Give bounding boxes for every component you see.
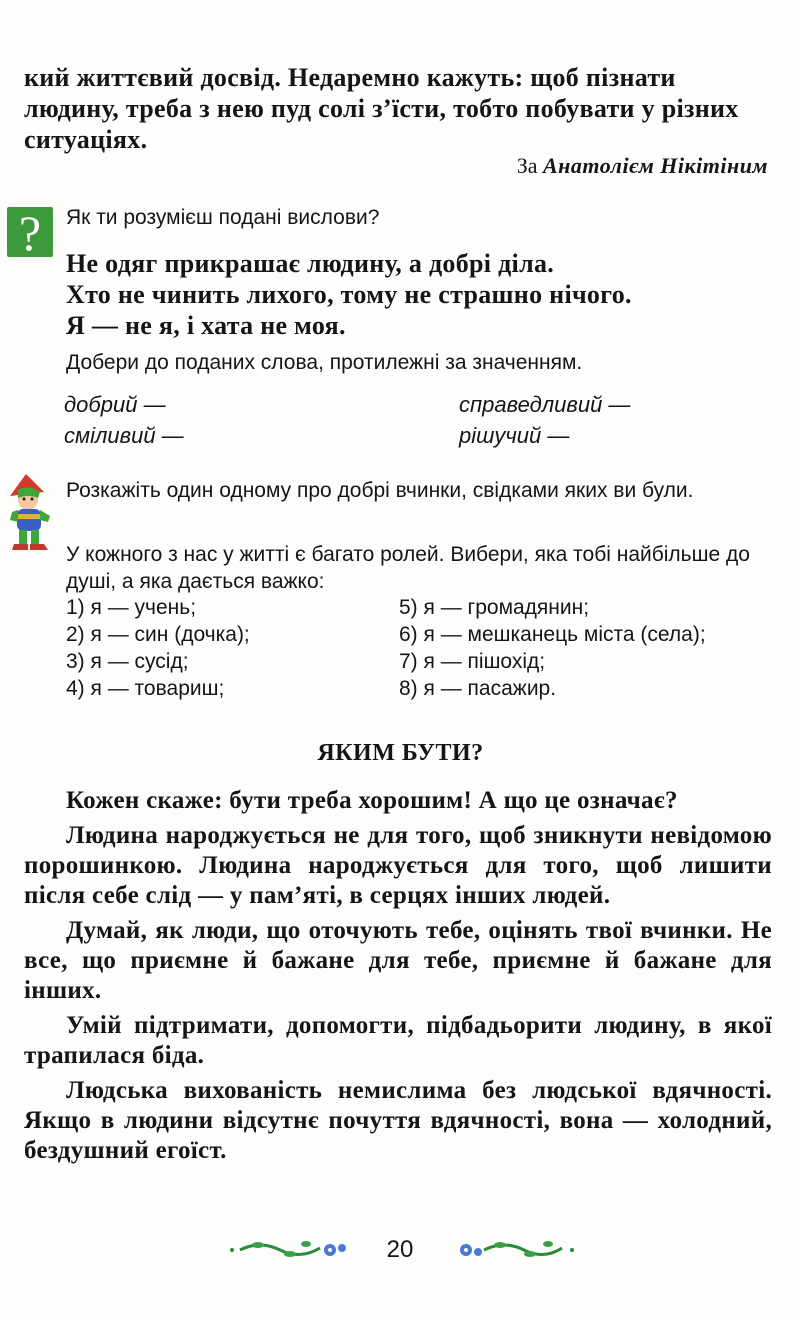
intro-paragraph [24, 62, 772, 155]
opposite-word: сміливий — [64, 423, 184, 448]
opposites-heading: Добери до поданих слова, протилежні за значенням. [66, 351, 583, 374]
saying: Не одяг прикрашає людину, а добрі діла. [66, 249, 555, 278]
saying: Хто не чинить лихого, тому не страшно нічого. [66, 280, 632, 309]
intro-text-end: , тобто побувати у різних ситуаціях. [24, 94, 739, 154]
body-paragraph: Умій підтримати, допомогти, підбадьорити людину, в якої трапилася біда. [24, 1012, 772, 1069]
role-item: 7) я — пішохід; [399, 650, 546, 673]
body-paragraph: Людина народжується не для того, щоб зникнути невідомою порошинкою. Людина народжується для того, щоб лишити після себе слід — у пам’яті, в серцях інших людей. [24, 822, 772, 909]
role-item: 1) я — учень; [66, 596, 197, 619]
body-text [24, 786, 772, 1171]
body-paragraph: Людська вихованість немислима без людської вдячності. Якщо в людини відсутнє почуття вдячності, вона — холодний, бездушний егоїст. [24, 1077, 772, 1164]
role-item: 4) я — товариш; [66, 677, 225, 700]
question-mark-icon: ? [7, 207, 53, 257]
gnome-character-icon [4, 470, 64, 556]
sayings-list [66, 248, 632, 341]
role-item: 8) я — пасажир. [399, 677, 557, 700]
role-item: 2) я — син (дочка); [66, 623, 250, 646]
role-item: 6) я — мешканець міста (села); [399, 623, 706, 646]
roles-task: У кожного з нас у житті є багато ролей. Вибери, яка тобі найбільше до душі, а яка дається важко: [66, 543, 750, 593]
tell-task: Розкажіть один одному про добрі вчинки, свідками яких ви були. [66, 479, 694, 502]
attribution [517, 153, 768, 179]
body-paragraph: Думай, як люди, що оточують тебе, оцінять твої вчинки. Не все, що приємне й бажане для тебе, приємне й бажане для інших. [24, 917, 772, 1004]
body-paragraph: Кожен скаже: бути треба хорошим! А що це означає? [66, 787, 678, 814]
attribution-prefix: За [516, 153, 543, 178]
page-number: 20 [386, 1236, 414, 1263]
section-title: ЯКИМ БУТИ? [317, 740, 484, 766]
proverb-emphasis: щоб пізнати людину, треба з нею пуд солі з’їсти [24, 63, 676, 123]
question-heading: Як ти розумієш подані вислови? [66, 206, 380, 229]
saying: Я — не я, і хата не моя. [66, 311, 346, 340]
opposite-word: рішучий — [459, 423, 570, 448]
opposite-word: добрий — [64, 392, 166, 417]
intro-text: кий життєвий досвід. Недаремно кажуть: [24, 63, 531, 92]
role-item: 3) я — сусід; [66, 650, 189, 673]
role-item: 5) я — громадянин; [399, 596, 590, 619]
opposite-word: справедливий — [459, 392, 631, 417]
attribution-author: Анатолієм Нікітіним [543, 153, 768, 178]
